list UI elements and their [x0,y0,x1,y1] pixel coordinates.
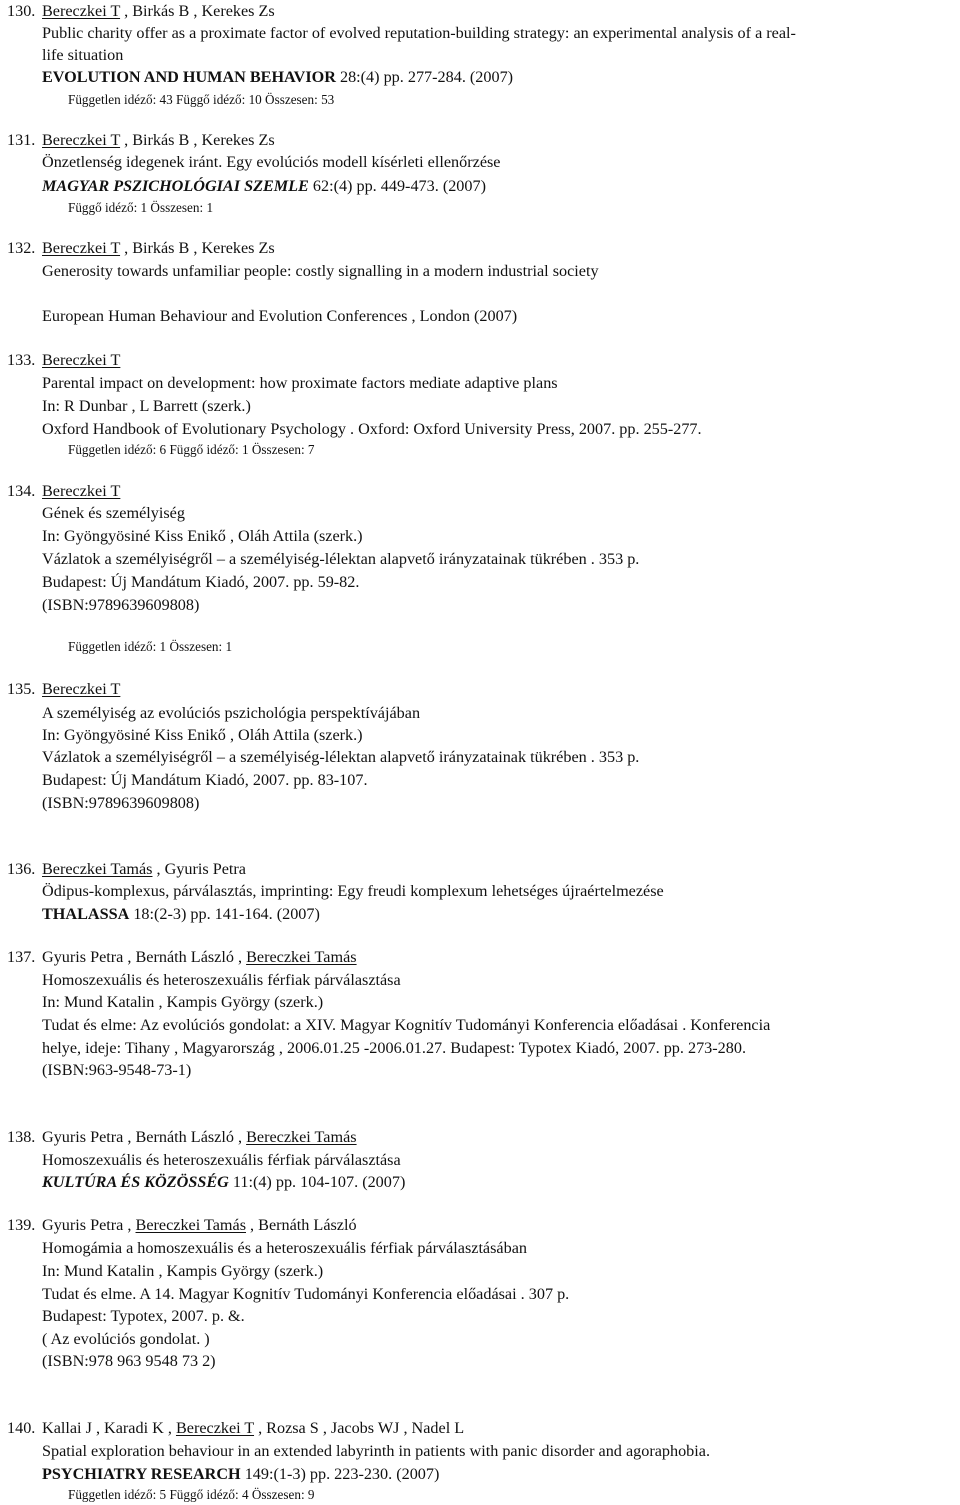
entry-number: 133. [7,351,36,369]
entry-editors: In: Gyöngyösiné Kiss Enikő , Oláh Attila (szerk.) [42,726,363,744]
entry-authors [42,679,120,699]
entry-book: Vázlatok a személyiségről – a személyiség-lélektan alapvető irányzatainak tükrében . 353 p. [42,550,640,568]
entry-publisher: Budapest: Új Mandátum Kiadó, 2007. pp. 59-82. [42,573,360,591]
entry-title: Gének és személyiség [42,504,185,522]
entry-source: MAGYAR PSZICHOLÓGIAI SZEMLE 62:(4) pp. 449-473. (2007) [42,177,486,195]
entry-citations: Független idéző: 6 Függő idéző: 1 Összesen: 7 [68,442,315,457]
entry-number: 136. [7,860,36,878]
entry-isbn: (ISBN:9789639609808) [42,596,200,614]
entry-source: KULTÚRA ÉS KÖZÖSSÉG 11:(4) pp. 104-107. (2007) [42,1173,406,1191]
author-link[interactable]: Bereczkei Tamás [135,1216,246,1234]
author-link[interactable]: Bereczkei T [42,2,121,20]
entry-source: EVOLUTION AND HUMAN BEHAVIOR 28:(4) pp. 277-284. (2007) [42,68,514,86]
entry-title: Spatial exploration behaviour in an extended labyrinth in patients with panic disorder and agoraphobia. [42,1442,710,1460]
entry-authors [42,350,120,370]
author-link[interactable]: Bereczkei T [42,239,121,257]
entry-citations: Független idéző: 1 Összesen: 1 [68,639,233,654]
author-link[interactable]: Bereczkei T [42,680,121,698]
entry-editors: In: Mund Katalin , Kampis György (szerk.) [42,993,324,1011]
entry-isbn: (ISBN:978 963 9548 73 2) [42,1352,216,1370]
entry-source: THALASSA 18:(2-3) pp. 141-164. (2007) [42,905,320,923]
journal-name: EVOLUTION AND HUMAN BEHAVIOR [42,68,336,86]
entry-isbn: (ISBN:963-9548-73-1) [42,1061,192,1079]
entry-book-cont: helye, ideje: Tihany , Magyarország , 2006.01.25 -2006.01.27. Budapest: Typotex Kiadó, 2007. pp. 273-280. [42,1039,746,1057]
entry-isbn: (ISBN:9789639609808) [42,794,200,812]
entry-authors: Bereczkei T , Birkás B , Kerekes Zs [42,131,275,149]
entry-number: 140. [7,1419,36,1437]
author-link[interactable]: Bereczkei Tamás [246,948,357,966]
entry-authors: Gyuris Petra , Bernáth László , Bereczkei Tamás [42,1128,357,1146]
entry-title: Public charity offer as a proximate factor of evolved reputation-building strategy: an experimental analysis of a real- [42,24,796,42]
author-link[interactable]: Bereczkei T [42,131,121,149]
author-link[interactable]: Bereczkei T [42,482,121,500]
entry-authors [42,481,120,501]
entry-number: 131. [7,131,36,149]
author-link[interactable]: Bereczkei T [175,1419,255,1437]
entry-title: A személyiség az evolúciós pszichológia perspektívájában [42,704,421,722]
author-link[interactable]: Bereczkei Tamás [246,1128,357,1146]
entry-title: Ödipus-komplexus, párválasztás, imprinting: Egy freudi komplexum lehetséges újraértelmezése [42,882,664,900]
entry-book: Tudat és elme: Az evolúciós gondolat: a XIV. Magyar Kognitív Tudományi Konferencia előadásai . Konferencia [42,1016,771,1034]
entry-book: Tudat és elme. A 14. Magyar Kognitív Tudományi Konferencia előadásai . 307 p. [42,1285,570,1303]
author-link[interactable]: Bereczkei Tamás [42,860,153,878]
entry-title-cont: life situation [42,46,124,64]
entry-authors: Bereczkei T , Birkás B , Kerekes Zs [42,2,275,20]
entry-title: Generosity towards unfamiliar people: costly signalling in a modern industrial society [42,262,599,280]
entry-authors: Bereczkei T , Birkás B , Kerekes Zs [42,239,275,257]
entry-title: Parental impact on development: how proximate factors mediate adaptive plans [42,374,558,392]
entry-title: Önzetlenség idegenek iránt. Egy evolúciós modell kísérleti ellenőrzése [42,153,501,171]
entry-title: Homogámia a homoszexuális és a heteroszexuális férfiak párválasztásában [42,1239,527,1257]
journal-name: KULTÚRA ÉS KÖZÖSSÉG [42,1173,229,1191]
entry-book: Oxford Handbook of Evolutionary Psychology . Oxford: Oxford University Press, 2007. pp. 255-277. [42,420,702,438]
entry-book: Vázlatok a személyiségről – a személyiség-lélektan alapvető irányzatainak tükrében . 353 p. [42,748,640,766]
author-link[interactable]: Bereczkei T [42,351,121,369]
entry-authors: Gyuris Petra , Bereczkei Tamás , Bernáth László [42,1216,357,1234]
entry-citations: Független idéző: 43 Függő idéző: 10 Összesen: 53 [68,92,335,107]
entry-number: 132. [7,239,36,257]
entry-authors: Bereczkei Tamás , Gyuris Petra [42,860,246,878]
journal-name: MAGYAR PSZICHOLÓGIAI SZEMLE [42,177,309,195]
entry-source: PSYCHIATRY RESEARCH 149:(1-3) pp. 223-230. (2007) [42,1465,440,1483]
journal-name: PSYCHIATRY RESEARCH [42,1465,241,1483]
entry-authors: Kallai J , Karadi K , Bereczkei T , Rozsa S , Jacobs WJ , Nadel L [42,1419,465,1437]
entry-title: Homoszexuális és heteroszexuális férfiak párválasztása [42,1151,401,1169]
entry-editors: In: R Dunbar , L Barrett (szerk.) [42,397,251,415]
entry-publisher: Budapest: Typotex, 2007. p. &. [42,1307,245,1325]
entry-series: ( Az evolúciós gondolat. ) [42,1330,210,1348]
entry-editors: In: Gyöngyösiné Kiss Enikő , Oláh Attila (szerk.) [42,527,363,545]
journal-name: THALASSA [42,905,130,923]
entry-number: 138. [7,1128,36,1146]
entry-title: Homoszexuális és heteroszexuális férfiak párválasztása [42,971,401,989]
entry-number: 139. [7,1216,36,1234]
entry-number: 137. [7,948,36,966]
entry-number: 130. [7,2,36,20]
entry-conference: European Human Behaviour and Evolution Conferences , London (2007) [42,307,518,325]
entry-publisher: Budapest: Új Mandátum Kiadó, 2007. pp. 83-107. [42,771,368,789]
entry-editors: In: Mund Katalin , Kampis György (szerk.) [42,1262,324,1280]
entry-citations: Független idéző: 5 Függő idéző: 4 Összesen: 9 [68,1487,315,1502]
entry-citations: Függő idéző: 1 Összesen: 1 [68,200,214,215]
entry-number: 135. [7,680,36,698]
entry-authors: Gyuris Petra , Bernáth László , Bereczkei Tamás [42,948,357,966]
entry-number: 134. [7,482,36,500]
